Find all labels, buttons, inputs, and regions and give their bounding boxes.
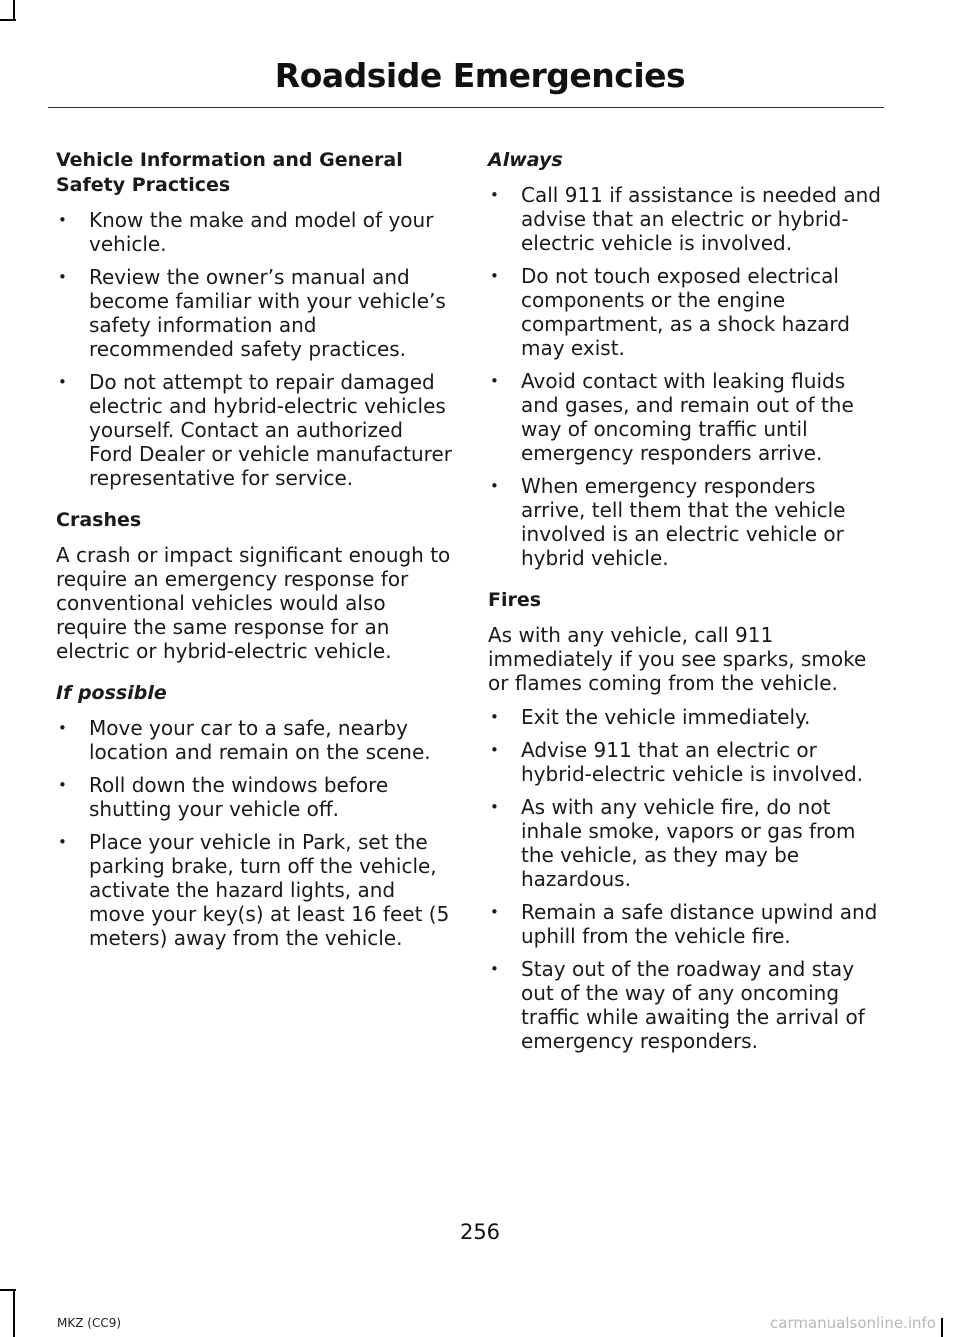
vehicle-info-list	[56, 208, 452, 490]
section-heading-fires: Fires	[488, 589, 542, 611]
crop-mark-bottom-left-horizontal	[0, 1289, 16, 1291]
if-possible-list	[56, 716, 452, 950]
list-item: • Exit the vehicle immediately.	[488, 705, 884, 729]
list-item: • Remain a safe distance upwind and uphill from the vehicle fire.	[488, 900, 884, 948]
section-heading-crashes: Crashes	[56, 509, 142, 531]
header-divider	[48, 107, 884, 108]
list-item: • As with any vehicle fire, do not inhale smoke, vapors or gas from the vehicle, as they may be hazardous.	[488, 795, 884, 891]
page-number: 256	[459, 1220, 501, 1244]
right-column	[488, 148, 884, 1053]
crop-mark-top-left-vertical	[13, 0, 15, 20]
list-item: • Review the owner’s manual and become familiar with your vehicle’s safety information and recommended safety practices.	[56, 265, 452, 361]
section-heading-vehicle-info: Vehicle Information and General Safety Practices	[56, 149, 403, 196]
watermark: carmanualsonline.info	[770, 1314, 936, 1332]
list-item: • Do not touch exposed electrical components or the engine compartment, as a shock hazard may exist.	[488, 264, 884, 360]
model-code: MKZ (CC9)	[57, 1316, 122, 1330]
fires-list	[488, 705, 884, 1053]
crashes-paragraph: A crash or impact significant enough to require an emergency response for conventional vehicles would also require the same response for an electric or hybrid-electric vehicle.	[56, 543, 451, 663]
always-list	[488, 183, 884, 570]
left-column	[56, 148, 452, 950]
list-item: • Stay out of the roadway and stay out of the way of any oncoming traffic while awaiting the arrival of emergency responders.	[488, 957, 884, 1053]
list-item: • When emergency responders arrive, tell them that the vehicle involved is an electric vehicle or hybrid vehicle.	[488, 474, 884, 570]
page-title: Roadside Emergencies	[274, 56, 686, 95]
list-item: • Do not attempt to repair damaged electric and hybrid-electric vehicles yourself. Contact an authorized Ford Dealer or vehicle manufacturer representative for service.	[56, 370, 452, 490]
crop-mark-bottom-left-vertical	[13, 1290, 15, 1337]
crop-mark-bottom-right-vertical	[941, 1318, 943, 1337]
list-item: • Know the make and model of your vehicle.	[56, 208, 452, 256]
list-item: • Place your vehicle in Park, set the parking brake, turn off the vehicle, activate the hazard lights, and move your key(s) at least 16 feet (5 meters) away from the vehicle.	[56, 830, 452, 950]
list-item: • Avoid contact with leaking fluids and gases, and remain out of the way of oncoming traffic until emergency responders arrive.	[488, 369, 884, 465]
fires-paragraph: As with any vehicle, call 911 immediately if you see sparks, smoke or flames coming from the vehicle.	[488, 623, 867, 695]
list-item: • Roll down the windows before shutting your vehicle off.	[56, 773, 452, 821]
list-item: • Call 911 if assistance is needed and advise that an electric or hybrid-electric vehicle is involved.	[488, 183, 884, 255]
list-item: • Move your car to a safe, nearby location and remain on the scene.	[56, 716, 452, 764]
crop-mark-top-left-horizontal	[0, 19, 16, 21]
list-item: • Advise 911 that an electric or hybrid-electric vehicle is involved.	[488, 738, 884, 786]
subheading-always: Always	[488, 149, 563, 171]
subheading-if-possible: If possible	[56, 682, 167, 704]
